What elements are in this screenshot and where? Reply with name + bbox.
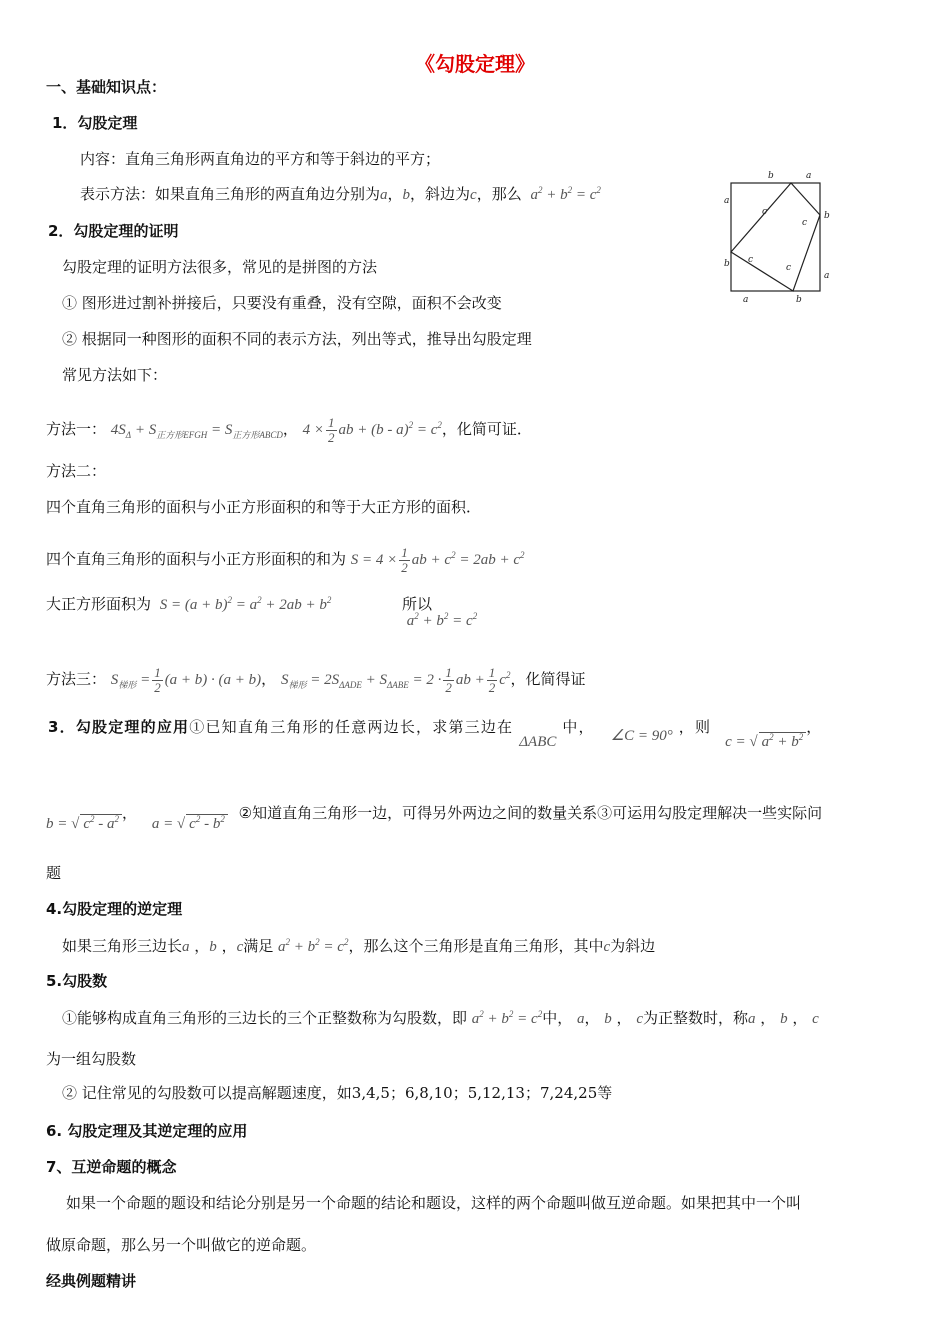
application-line-3: 题 [46,864,62,882]
heading-pythagorean-triples: 5.勾股数 [46,972,108,990]
diagram-label: b [724,259,730,269]
proof-point-2: ② 根据同一种图形的面积不同的表示方法，列出等式，推导出勾股定理 [62,330,532,348]
triples-definition: ①能够构成直角三角形的三边长的三个正整数称为勾股数，即 $a^2 + b^2 = c^2$中， a， b ， c为正整数时，称a ， b ， c [62,1009,819,1027]
diagram-label: b [796,295,802,305]
common-triples: ② 记住常见的勾股数可以提高解题速度，如3,4,5；6,8,10；5,12,13；7,24,25等 [62,1084,613,1102]
converse-propositions-text-2: 做原命题，那么另一个叫做它的逆命题。 [46,1236,317,1254]
method-two-label: 方法二： [46,462,107,480]
heading-converse-propositions: 7、互逆命题的概念 [46,1158,177,1176]
diagram-label: c [748,255,754,265]
heading-converse-theorem: 4.勾股定理的逆定理 [46,900,183,918]
diagram-label: b [824,211,830,221]
heading-theorem-proof: 2．勾股定理的证明 [48,222,179,240]
theorem-representation: 表示方法：如果直角三角形的两直角边分别为a，b，斜边为c，那么 $a^2 + b^2 = c^2$ [80,185,601,203]
proof-intro: 勾股定理的证明方法很多，常见的是拼图的方法 [62,258,378,276]
method-two-statement: 四个直角三角形的面积与小正方形面积的和等于大正方形的面积． [46,498,482,516]
converse-theorem-text: 如果三角形三边长a ，b ，c满足 $a^2 + b^2 = c^2$，那么这个三角形是直角三角形，其中c为斜边 [62,937,656,955]
proof-square-diagram [718,168,838,308]
heading-pythagorean-theorem: 1．勾股定理 [52,114,138,132]
section-heading-examples: 经典例题精讲 [46,1272,137,1290]
diagram-label: a [743,295,749,305]
theorem-content: 内容：直角三角形两直角边的平方和等于斜边的平方； [80,150,441,168]
diagram-label: a [806,171,812,181]
proof-point-1: ① 图形进过割补拼接后，只要没有重叠，没有空隙，面积不会改变 [62,294,502,312]
application-line-2: b = √ $c^2 - a^2$ ， a = √ $c^2 - b^2$ ②知道直角三角形一边，可得另外两边之间的数量关系③可运用勾股定理解决一些实际问 [46,804,823,832]
diagram-label: b [768,171,774,181]
diagram-label: c [762,207,768,217]
converse-propositions-text-1: 如果一个命题的题设和结论分别是另一个命题的结论和题设，这样的两个命题叫做互逆命题。如果把其中一个叫 [66,1194,802,1212]
diagram-label: c [802,218,808,228]
method-two-conclusion: 所以 $a^2 + b^2 = c^2$ [402,595,478,629]
section-heading-basics: 一、基础知识点： [46,78,167,96]
method-one: 方法一： $4S_\Delta + S_{正方形EFGH} = S_{正方形ABCD}$， 4 × $\frac{1}{2}$ ab + $(b - a)^2 = c^2$，化简可证． [46,415,532,446]
method-three: 方法三： $S_{梯形}$ = $\frac{1}{2}$ (a + b) · (a + b)， $S_{梯形} = 2S_{\Delta ADE} + S_{\Delta ABE} = 2$ · $\frac{1}{2}$ ab + $\frac{1}{2}$ $c^2$，化简得证 [46,665,586,696]
diagram-label: a [824,271,830,281]
heading-theorem-application: 6. 勾股定理及其逆定理的应用 [46,1122,248,1140]
diagram-label: a [724,196,730,206]
diagram-label: c [786,263,792,273]
triples-definition-end: 为一组勾股数 [46,1050,137,1068]
application-line-1: 3．勾股定理的应用①已知直角三角形的任意两边长，求第三边在 ΔABC 中， ∠C = 90° ，则 c = √ $a^2 + b^2$， [48,718,823,750]
method-two-small-square-sum: 四个直角三角形的面积与小正方形面积的和为 S = 4 × $\frac{1}{2}$ ab + $c^2 = 2ab + c^2$ [46,545,525,576]
proof-common-methods: 常见方法如下： [62,366,168,384]
page-title: 《勾股定理》 [415,52,535,76]
method-two-large-square: 大正方形面积为 $S = (a + b)^2 = a^2 + 2ab + b^2$ [46,595,332,613]
